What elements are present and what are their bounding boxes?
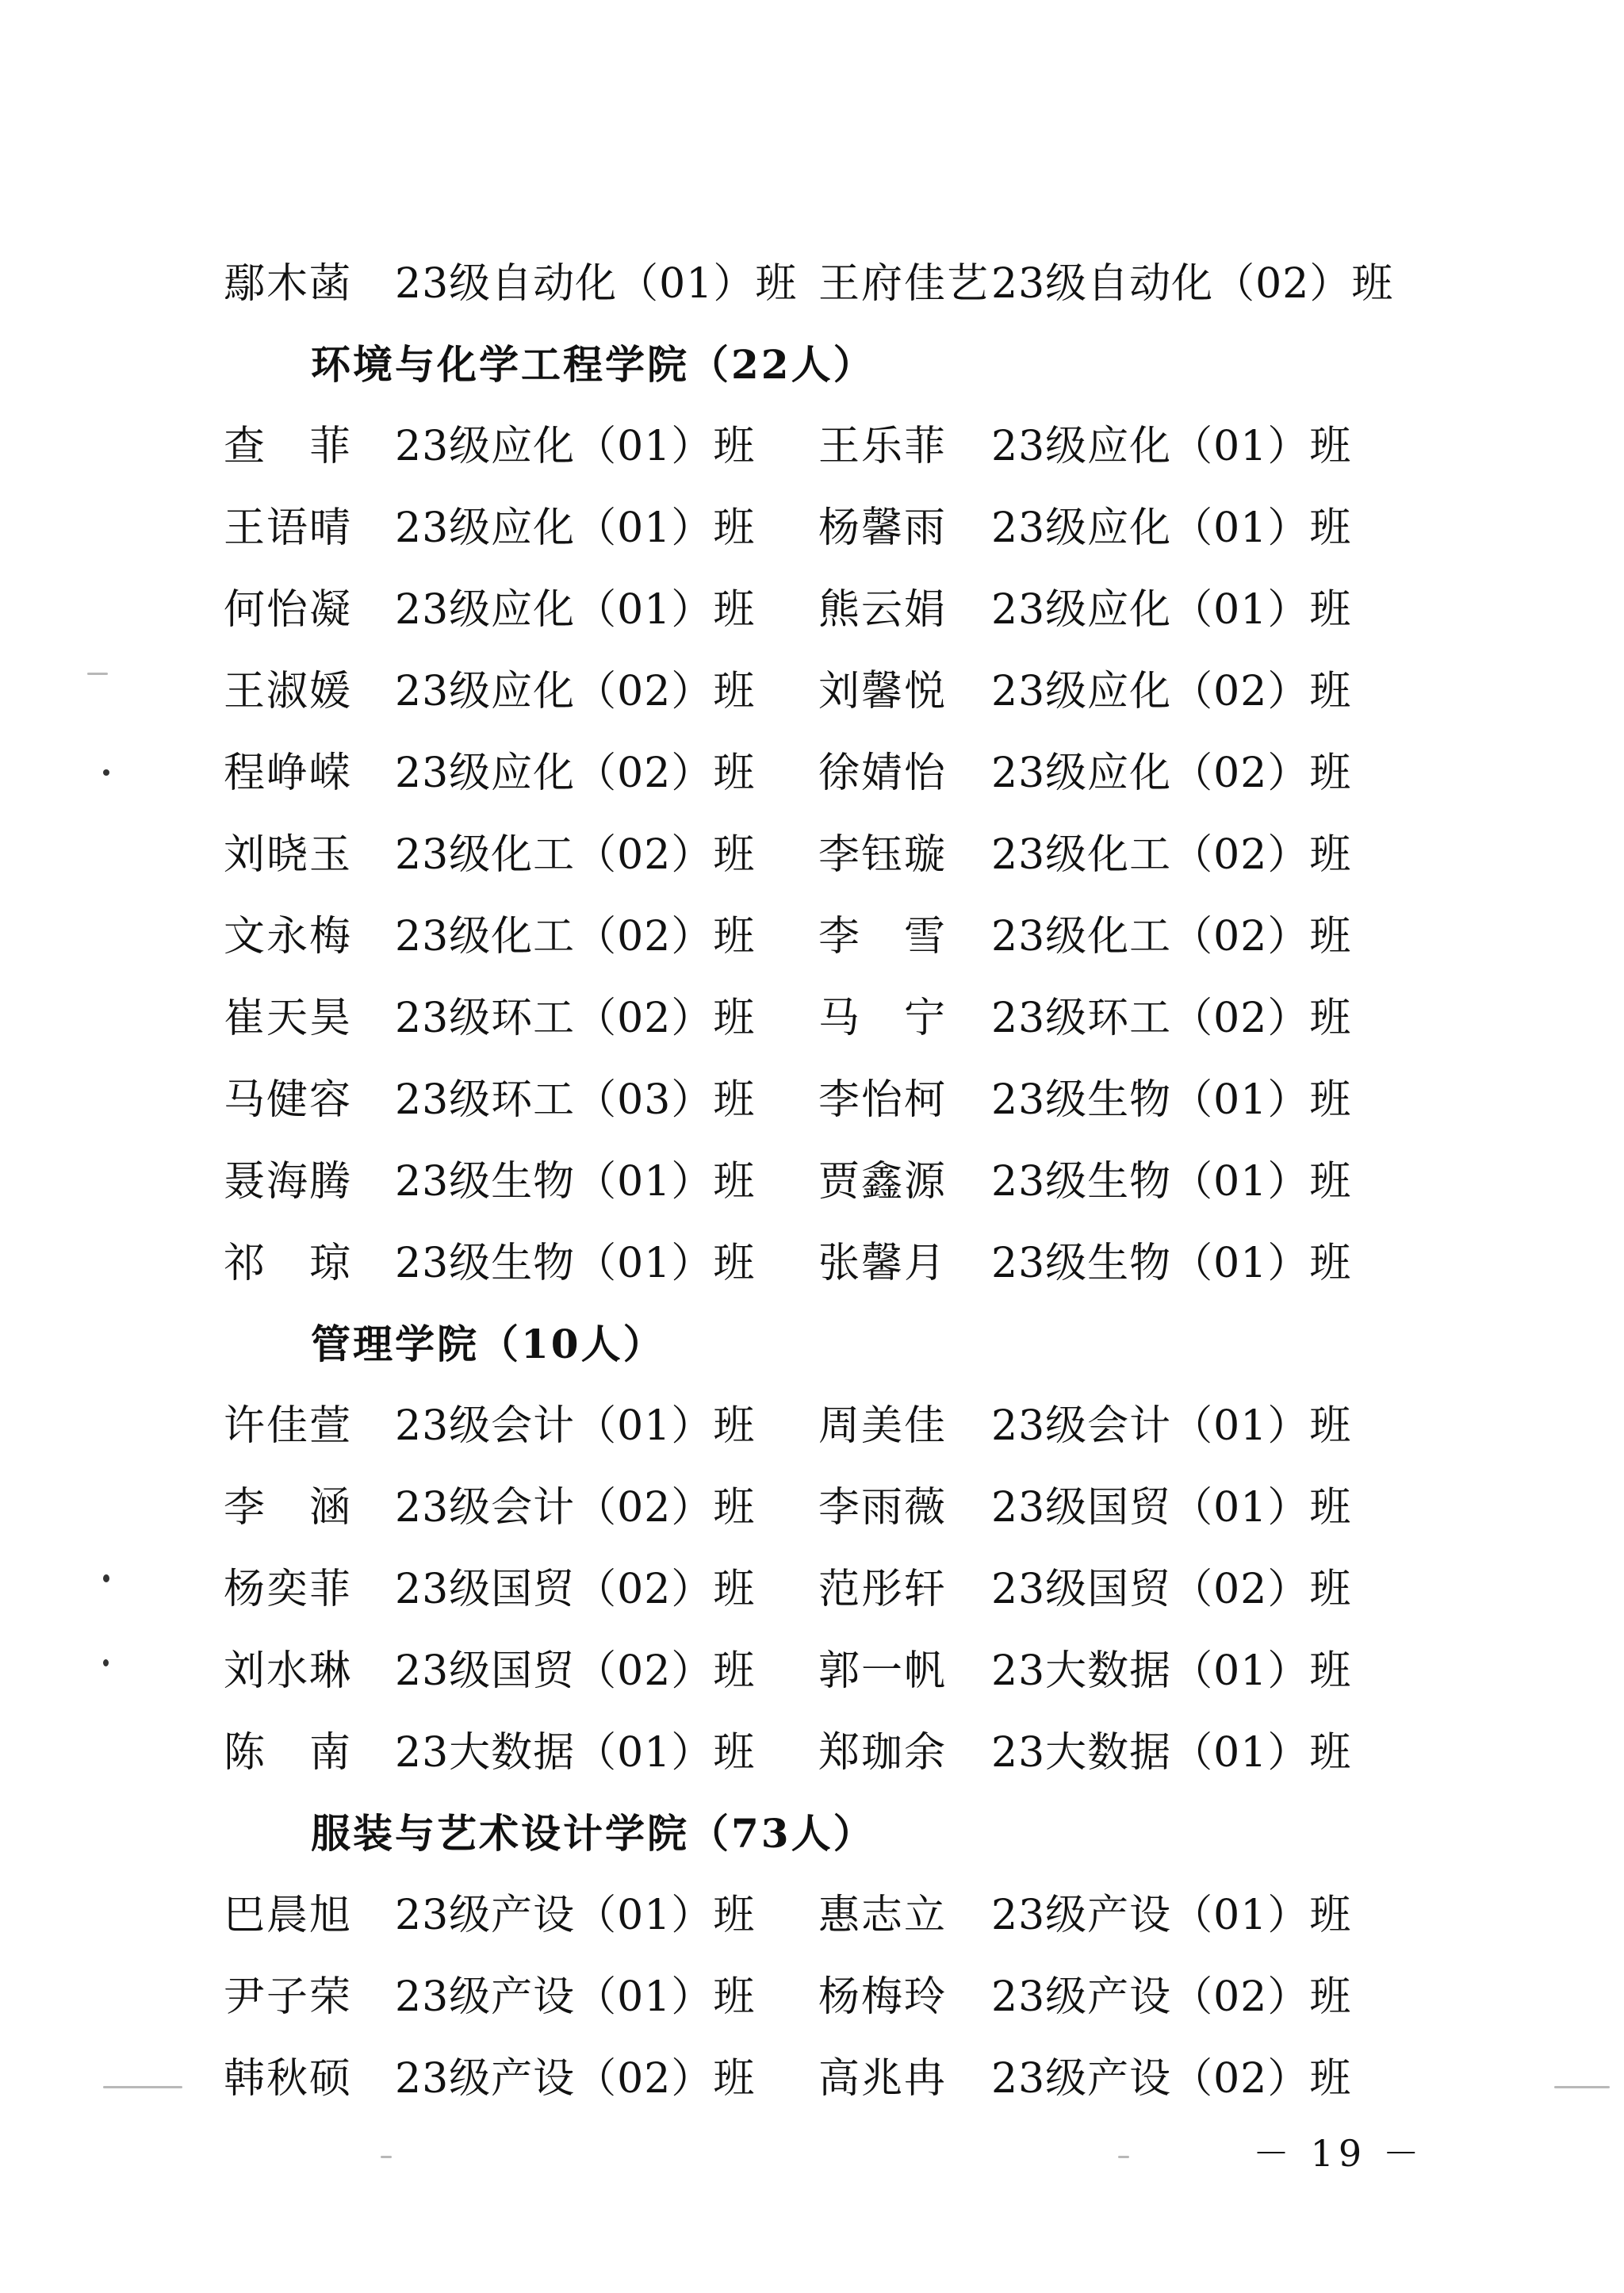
class-name: 23级国贸（02）班 [991,1566,1352,1613]
class-name: 23级应化（02）班 [395,750,756,797]
class-name: 23级产设（01）班 [991,1892,1352,1939]
class-name: 23级产设（02）班 [991,1973,1352,2021]
scan-smudge [1118,2156,1129,2158]
student-name: 巴晨旭 [224,1892,353,1939]
class-name: 23级应化（01）班 [991,504,1352,552]
student-name: 尹子荣 [224,1973,353,2021]
student-name: 王语晴 [224,504,353,552]
student-name: 郭一帆 [818,1647,948,1695]
list-row [0,1639,1624,1703]
class-name: 23级化工（02）班 [395,831,756,879]
class-name: 23级自动化（01）班 [395,260,798,308]
student-name: 高兆冉 [818,2055,948,2103]
class-name: 23级国贸（01）班 [991,1484,1352,1532]
student-name: 李 雪 [818,913,948,961]
class-name: 23级会计（01）班 [395,1402,756,1450]
list-row [0,497,1624,560]
student-name: 王乐菲 [818,423,948,470]
class-name: 23级环工（03）班 [395,1076,756,1124]
class-name: 23级化工（02）班 [395,913,756,961]
student-name: 杨馨雨 [818,504,948,552]
student-name: 聂海腾 [224,1158,353,1206]
class-name: 23级应化（02）班 [395,668,756,715]
scan-smudge [1554,2086,1610,2088]
list-row [0,1558,1624,1621]
list-row [0,660,1624,723]
class-name: 23级应化（01）班 [395,586,756,634]
student-name: 熊云娟 [818,586,948,634]
student-name: 刘水琳 [224,1647,353,1695]
scan-speck [103,1659,109,1666]
student-name: 范彤轩 [818,1566,948,1613]
list-row [0,1068,1624,1132]
list-row [0,823,1624,887]
list-row [0,905,1624,968]
section-heading: 管理学院（10人） [311,1321,665,1367]
list-row [0,1150,1624,1214]
class-name: 23级国贸（02）班 [395,1566,756,1613]
student-name: 刘馨悦 [818,668,948,715]
class-name: 23级生物（01）班 [991,1158,1352,1206]
student-name: 崔天昊 [224,995,353,1042]
class-name: 23级环工（02）班 [395,995,756,1042]
scan-smudge [87,673,108,675]
class-name: 23级自动化（02）班 [991,260,1394,308]
student-name: 李钰璇 [818,831,948,879]
student-name: 杨奕菲 [224,1566,353,1613]
student-name: 李雨薇 [818,1484,948,1532]
list-row [0,1476,1624,1540]
list-row-top [0,252,1624,316]
class-name: 23大数据（01）班 [395,1729,756,1777]
student-name: 何怡凝 [224,586,353,634]
student-name: 祁 琼 [224,1240,353,1287]
student-name: 王府佳艺 [818,260,990,308]
student-name: 查 菲 [224,423,353,470]
class-name: 23级化工（02）班 [991,831,1352,879]
class-name: 23级应化（01）班 [991,586,1352,634]
class-name: 23级产设（02）班 [991,2055,1352,2103]
page-number: － 19 － [1253,2132,1424,2175]
list-row [0,415,1624,478]
list-row [0,1721,1624,1785]
student-name: 程峥嵘 [224,750,353,797]
class-name: 23大数据（01）班 [991,1647,1352,1695]
class-name: 23大数据（01）班 [991,1729,1352,1777]
scan-speck [103,1574,109,1582]
student-name: 马健容 [224,1076,353,1124]
student-name: 马 宁 [818,995,948,1042]
class-name: 23级应化（01）班 [991,423,1352,470]
student-name: 陈 南 [224,1729,353,1777]
class-name: 23级生物（01）班 [991,1076,1352,1124]
class-name: 23级产设（01）班 [395,1973,756,2021]
scan-smudge [381,2156,392,2158]
student-name: 刘晓玉 [224,831,353,879]
student-name: 张馨月 [818,1240,948,1287]
student-name: 贾鑫源 [818,1158,948,1206]
student-name: 韩秋硕 [224,2055,353,2103]
scan-speck [103,769,109,776]
list-row [0,742,1624,805]
student-name: 周美佳 [818,1402,948,1450]
student-name: 文永梅 [224,913,353,961]
class-name: 23级环工（02）班 [991,995,1352,1042]
section-heading: 服装与艺术设计学院（73人） [311,1810,875,1857]
class-name: 23级应化（01）班 [395,423,756,470]
class-name: 23级应化（01）班 [395,504,756,552]
list-row [0,1965,1624,2029]
student-name: 杨梅玲 [818,1973,948,2021]
class-name: 23级国贸（02）班 [395,1647,756,1695]
student-name: 鄢木菡 [224,260,353,308]
list-row [0,1394,1624,1458]
student-name: 郑珈余 [818,1729,948,1777]
student-name: 李 涵 [224,1484,353,1532]
class-name: 23级会计（01）班 [991,1402,1352,1450]
class-name: 23级生物（01）班 [395,1240,756,1287]
list-row [0,1232,1624,1295]
class-name: 23级会计（02）班 [395,1484,756,1532]
section-heading: 环境与化学工程学院（22人） [311,341,875,388]
class-name: 23级化工（02）班 [991,913,1352,961]
student-name: 许佳萱 [224,1402,353,1450]
list-row [0,2047,1624,2111]
student-name: 王淑媛 [224,668,353,715]
class-name: 23级产设（01）班 [395,1892,756,1939]
class-name: 23级生物（01）班 [395,1158,756,1206]
list-row [0,987,1624,1050]
student-name: 惠志立 [818,1892,948,1939]
list-row [0,578,1624,642]
list-row [0,1884,1624,1947]
student-name: 徐婧怡 [818,750,948,797]
class-name: 23级产设（02）班 [395,2055,756,2103]
scan-smudge [103,2086,182,2088]
student-name: 李怡柯 [818,1076,948,1124]
class-name: 23级生物（01）班 [991,1240,1352,1287]
class-name: 23级应化（02）班 [991,668,1352,715]
class-name: 23级应化（02）班 [991,750,1352,797]
